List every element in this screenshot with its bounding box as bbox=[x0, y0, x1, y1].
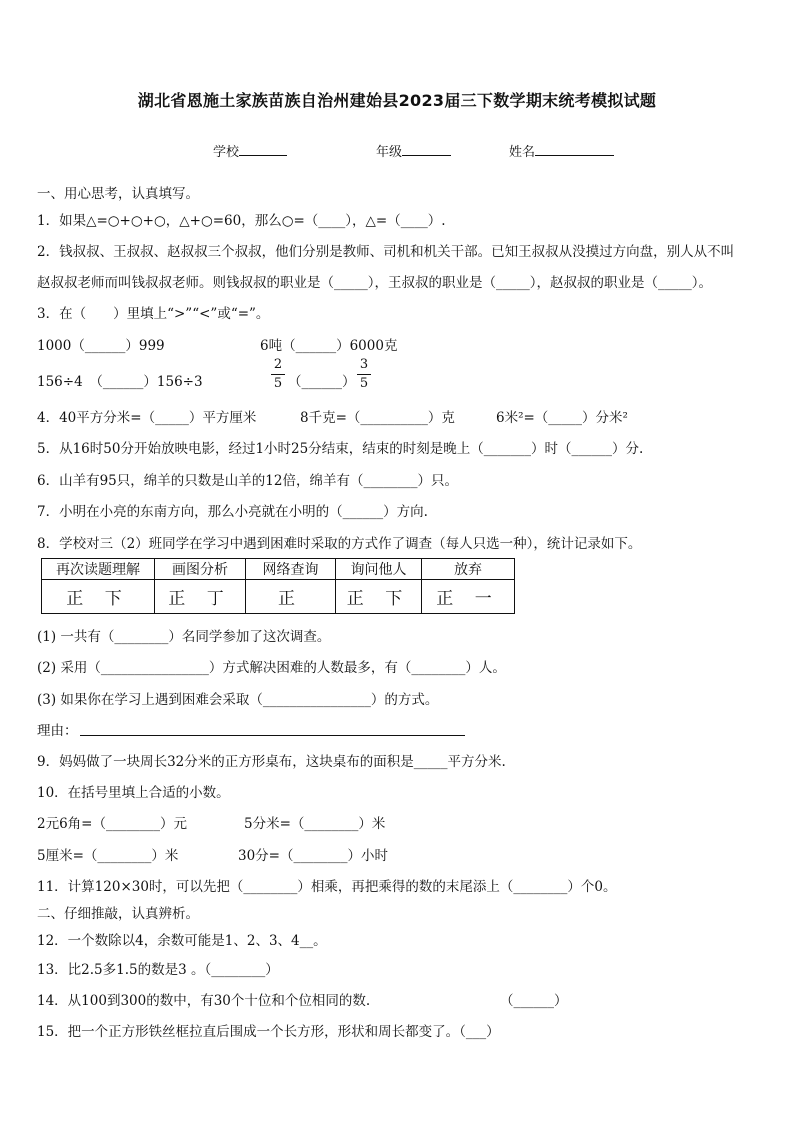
question-10-d: 30分=（________）小时 bbox=[238, 848, 388, 864]
grade-field bbox=[376, 141, 451, 160]
fraction-denominator: 5 bbox=[273, 376, 283, 391]
question-8-3: (3) 如果你在学习上遇到困难会采取（________________）的方式。 bbox=[37, 692, 439, 708]
question-13: 13．比2.5多1.5的数是3 。（________） bbox=[37, 962, 279, 978]
question-3-c: 156÷4 （______）156÷3 bbox=[37, 374, 203, 390]
question-3: 3．在（ ）里填上“>”“<”或“=”。 bbox=[37, 306, 270, 322]
fraction-two-fifths bbox=[271, 357, 285, 392]
school-label: 学校 bbox=[213, 145, 240, 160]
survey-tally: 正 下 bbox=[336, 580, 422, 614]
question-14-blank: （______） bbox=[500, 993, 568, 1009]
survey-header: 询问他人 bbox=[336, 559, 422, 580]
question-5: 5．从16时50分开始放映电影，经过1小时25分结束，结束的时刻是晚上（_______）时（______）分. bbox=[37, 441, 644, 457]
question-14: 14．从100到300的数中，有30个十位和个位相同的数. bbox=[37, 993, 371, 1009]
survey-header: 网络查询 bbox=[246, 559, 336, 580]
question-8-reason-label: 理由： bbox=[37, 723, 78, 739]
question-11: 11．计算120×30时，可以先把（________）相乘，再把乘得的数的末尾添上（________）个0。 bbox=[37, 879, 617, 895]
fraction-three-fifths bbox=[357, 357, 371, 392]
question-3-b: 6吨（______）6000克 bbox=[260, 338, 398, 354]
fraction-numerator: 3 bbox=[359, 357, 369, 372]
reason-answer-line[interactable] bbox=[80, 735, 465, 736]
question-2-line-2: 赵叔叔老师而叫钱叔叔老师。则钱叔叔的职业是（_____），王叔叔的职业是（_____），赵叔叔的职业是（_____）。 bbox=[37, 275, 712, 291]
grade-label: 年级 bbox=[376, 145, 403, 160]
question-10: 10．在括号里填上合适的小数。 bbox=[37, 785, 230, 801]
school-field bbox=[213, 141, 287, 160]
name-blank[interactable] bbox=[535, 142, 614, 156]
question-10-a: 2元6角=（________）元 bbox=[37, 816, 187, 832]
name-label: 姓名 bbox=[509, 145, 536, 160]
question-4-b: 8千克=（__________）克 bbox=[300, 410, 455, 426]
question-1: 1．如果△=○+○+○，△+○=60，那么○=（____），△=（____）. bbox=[37, 213, 446, 229]
survey-tally: 正 一 bbox=[422, 580, 515, 614]
question-4-a: 4．40平方分米=（_____）平方厘米 bbox=[37, 410, 257, 426]
question-3-d-blank: （______） bbox=[288, 374, 356, 390]
question-8-1: (1) 一共有（________）名同学参加了这次调查。 bbox=[37, 629, 331, 645]
question-9: 9．妈妈做了一块周长32分米的正方形桌布，这块桌布的面积是_____平方分米. bbox=[37, 754, 506, 770]
survey-tally: 正 下 bbox=[42, 580, 155, 614]
question-6: 6．山羊有95只，绵羊的只数是山羊的12倍，绵羊有（________）只。 bbox=[37, 473, 458, 489]
section-2-heading: 二、仔细推敲，认真辨析。 bbox=[37, 906, 199, 922]
survey-tally: 正 bbox=[246, 580, 336, 614]
school-blank[interactable] bbox=[239, 142, 287, 156]
question-10-c: 5厘米=（________）米 bbox=[37, 848, 179, 864]
survey-table bbox=[41, 558, 515, 614]
survey-header: 再次读题理解 bbox=[42, 559, 155, 580]
question-4-c: 6米²=（_____）分米² bbox=[496, 410, 628, 426]
survey-header: 放弃 bbox=[422, 559, 515, 580]
grade-blank[interactable] bbox=[402, 142, 451, 156]
question-12: 12．一个数除以4，余数可能是1、2、3、4__。 bbox=[37, 933, 327, 949]
question-8: 8．学校对三（2）班同学在学习中遇到困难时采取的方式作了调查（每人只选一种），统计记录如下。 bbox=[37, 536, 642, 552]
question-15: 15．把一个正方形铁丝框拉直后围成一个长方形，形状和周长都变了。（___） bbox=[37, 1024, 500, 1040]
question-8-2: (2) 采用（________________）方式解决困难的人数最多，有（________）人。 bbox=[37, 660, 506, 676]
page-title: 湖北省恩施土家族苗族自治州建始县2023届三下数学期末统考模拟试题 bbox=[137, 91, 657, 110]
question-2-line-1: 2．钱叔叔、王叔叔、赵叔叔三个叔叔，他们分别是教师、司机和机关干部。已知王叔叔从没摸过方向盘，别人从不叫 bbox=[37, 244, 735, 260]
fraction-denominator: 5 bbox=[359, 376, 369, 391]
question-10-b: 5分米=（________）米 bbox=[244, 816, 386, 832]
question-7: 7．小明在小亮的东南方向，那么小亮就在小明的（______）方向. bbox=[37, 504, 428, 520]
question-3-a: 1000（______）999 bbox=[37, 338, 165, 354]
section-1-heading: 一、用心思考，认真填写。 bbox=[37, 186, 199, 202]
survey-tally: 正 丁 bbox=[155, 580, 246, 614]
name-field bbox=[509, 141, 614, 160]
fraction-numerator: 2 bbox=[273, 357, 283, 372]
survey-header: 画图分析 bbox=[155, 559, 246, 580]
